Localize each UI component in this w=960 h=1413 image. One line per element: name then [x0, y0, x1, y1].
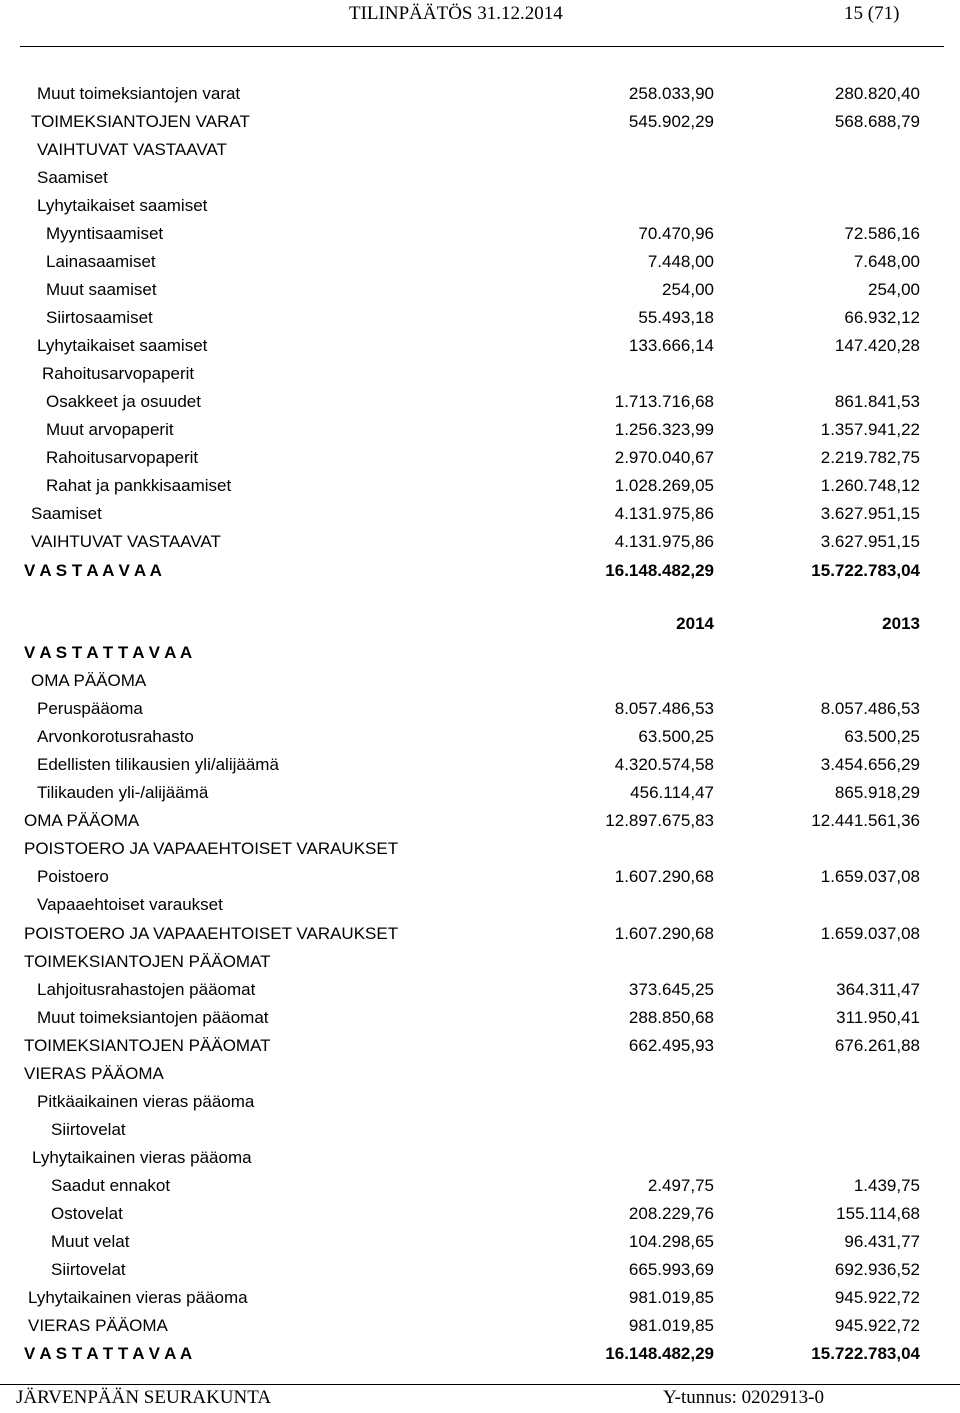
value-2013: 3.454.656,29	[820, 755, 920, 774]
row-label: Muut velat	[51, 1232, 130, 1251]
value-2014: 456.114,47	[630, 783, 714, 802]
table-row	[0, 80, 960, 108]
table-row	[0, 695, 960, 723]
value-2014: 12.897.675,83	[605, 811, 714, 830]
value-2014: 662.495,93	[628, 1036, 714, 1055]
value-2014: 63.500,25	[638, 727, 714, 746]
value-2014: 1.028.269,05	[614, 476, 714, 495]
table-row	[0, 863, 960, 891]
table-row	[0, 1088, 960, 1116]
organization-name: JÄRVENPÄÄN SEURAKUNTA	[16, 1387, 272, 1408]
table-row	[0, 444, 960, 472]
row-label: TOIMEKSIANTOJEN PÄÄOMAT	[24, 1036, 271, 1055]
row-label: Poistoero	[37, 867, 109, 886]
value-2014: 4.320.574,58	[614, 755, 714, 774]
row-label: OMA PÄÄOMA	[24, 811, 140, 830]
row-label: Vapaaehtoiset varaukset	[37, 895, 223, 914]
row-label: Saamiset	[31, 504, 102, 523]
value-2013: 3.627.951,15	[820, 532, 920, 551]
row-label: Lyhytaikainen vieras pääoma	[32, 1148, 252, 1167]
table-row-total	[0, 1340, 960, 1368]
table-row	[0, 751, 960, 779]
value-2013: 692.936,52	[834, 1260, 920, 1279]
table-row	[0, 1004, 960, 1032]
row-label: Lainasaamiset	[46, 252, 156, 271]
table-row-total	[0, 557, 960, 585]
row-label: V A S T A A V A A	[24, 561, 162, 580]
value-2013: 676.261,88	[834, 1036, 920, 1055]
header-divider	[20, 46, 944, 47]
table-row	[0, 108, 960, 136]
value-2013: 8.057.486,53	[820, 699, 920, 718]
table-row	[0, 948, 960, 976]
value-2013: 865.918,29	[834, 783, 920, 802]
row-label: Osakkeet ja osuudet	[46, 392, 201, 411]
row-label: Muut toimeksiantojen varat	[37, 84, 241, 103]
table-row	[0, 920, 960, 948]
value-2014: 545.902,29	[628, 112, 714, 131]
value-2014: 258.033,90	[628, 84, 714, 103]
value-2014: 55.493,18	[638, 308, 714, 327]
row-label: Ostovelat	[51, 1204, 123, 1223]
value-2014: 1.607.290,68	[614, 867, 714, 886]
value-2014: 70.470,96	[638, 224, 714, 243]
value-2013: 96.431,77	[844, 1232, 920, 1251]
row-label: Muut toimeksiantojen pääomat	[37, 1008, 269, 1027]
value-2013: 2.219.782,75	[820, 448, 920, 467]
value-2013: 15.722.783,04	[811, 561, 920, 580]
row-label: Siirtovelat	[51, 1260, 126, 1279]
value-2013: 63.500,25	[844, 727, 920, 746]
table-row	[0, 500, 960, 528]
value-2014: 981.019,85	[628, 1316, 714, 1335]
table-row	[0, 276, 960, 304]
table-row	[0, 472, 960, 500]
table-row	[0, 723, 960, 751]
value-2014: 665.993,69	[628, 1260, 714, 1279]
row-label: Muut saamiset	[46, 280, 157, 299]
row-label: TOIMEKSIANTOJEN VARAT	[31, 112, 250, 131]
table-row	[0, 1200, 960, 1228]
table-row	[0, 1312, 960, 1340]
table-row	[0, 248, 960, 276]
row-label: VIERAS PÄÄOMA	[24, 1064, 164, 1083]
page-number: 15 (71)	[844, 3, 900, 24]
value-2013: 364.311,47	[836, 980, 920, 999]
row-label: Siirtosaamiset	[46, 308, 153, 327]
row-label: Arvonkorotusrahasto	[37, 727, 194, 746]
table-row	[0, 360, 960, 388]
value-2014: 7.448,00	[647, 252, 714, 271]
row-label: Muut arvopaperit	[46, 420, 174, 439]
row-label: POISTOERO JA VAPAAEHTOISET VARAUKSET	[24, 839, 399, 858]
value-2013: 861.841,53	[834, 392, 920, 411]
row-label: Rahoitusarvopaperit	[46, 448, 199, 467]
value-2013: 945.922,72	[834, 1316, 920, 1335]
row-label: Edellisten tilikausien yli/alijäämä	[37, 755, 279, 774]
row-label: Lyhytaikainen vieras pääoma	[28, 1288, 248, 1307]
row-label: Rahat ja pankkisaamiset	[46, 476, 232, 495]
value-2014: 1.713.716,68	[614, 392, 714, 411]
value-2013: 15.722.783,04	[811, 1344, 920, 1363]
row-label: OMA PÄÄOMA	[31, 671, 147, 690]
row-label: Saamiset	[37, 168, 108, 187]
row-label: VIERAS PÄÄOMA	[28, 1316, 168, 1335]
table-row	[0, 976, 960, 1004]
value-2013: 66.932,12	[844, 308, 920, 327]
table-row	[0, 1284, 960, 1312]
row-label: Siirtovelat	[51, 1120, 126, 1139]
page-footer	[0, 1385, 960, 1413]
row-label: Myyntisaamiset	[46, 224, 164, 243]
row-label: POISTOERO JA VAPAAEHTOISET VARAUKSET	[24, 924, 399, 943]
value-2013: 7.648,00	[853, 252, 920, 271]
row-label: Peruspääoma	[37, 699, 143, 718]
value-2014: 2.497,75	[647, 1176, 714, 1195]
table-row	[0, 388, 960, 416]
table-row	[0, 528, 960, 556]
value-2014: 2.970.040,67	[614, 448, 714, 467]
table-row	[0, 807, 960, 835]
value-2013: 12.441.561,36	[811, 811, 920, 830]
table-row	[0, 332, 960, 360]
column-header-row	[0, 610, 960, 638]
row-label: Tilikauden yli-/alijäämä	[37, 783, 209, 802]
value-2013: 568.688,79	[834, 112, 920, 131]
row-label: Lyhytaikaiset saamiset	[37, 336, 208, 355]
table-row	[0, 136, 960, 164]
table-row	[0, 220, 960, 248]
value-2014: 1.607.290,68	[614, 924, 714, 943]
value-2014: 373.645,25	[628, 980, 714, 999]
value-2014: 4.131.975,86	[614, 504, 714, 523]
table-row	[0, 192, 960, 220]
value-2013: 311.950,41	[836, 1008, 920, 1027]
table-row	[0, 1116, 960, 1144]
table-row	[0, 416, 960, 444]
table-row	[0, 667, 960, 695]
value-2013: 1.260.748,12	[820, 476, 920, 495]
row-label: Saadut ennakot	[51, 1176, 171, 1195]
table-row	[0, 835, 960, 863]
value-2013: 3.627.951,15	[820, 504, 920, 523]
row-label: VAIHTUVAT VASTAAVAT	[31, 532, 221, 551]
value-2013: 1.659.037,08	[820, 867, 920, 886]
table-row	[0, 1032, 960, 1060]
row-label: Lyhytaikaiset saamiset	[37, 196, 208, 215]
value-2014: 254,00	[662, 280, 714, 299]
row-label: Rahoitusarvopaperit	[42, 364, 195, 383]
table-row	[0, 304, 960, 332]
row-label: VAIHTUVAT VASTAAVAT	[37, 140, 227, 159]
value-2014: 4.131.975,86	[614, 532, 714, 551]
value-2013: 254,00	[868, 280, 920, 299]
table-row	[0, 1172, 960, 1200]
value-2013: 280.820,40	[834, 84, 920, 103]
value-2014: 16.148.482,29	[605, 561, 714, 580]
value-2014: 133.666,14	[628, 336, 714, 355]
value-2014: 208.229,76	[628, 1204, 714, 1223]
value-2013: 72.586,16	[844, 224, 920, 243]
table-row	[0, 891, 960, 919]
row-label: Pitkäaikainen vieras pääoma	[37, 1092, 255, 1111]
value-2013: 945.922,72	[834, 1288, 920, 1307]
table-row	[0, 1256, 960, 1284]
value-2013: 1.357.941,22	[820, 420, 920, 439]
business-id: Y-tunnus: 0202913-0	[663, 1387, 824, 1408]
table-row	[0, 1228, 960, 1256]
table-row	[0, 779, 960, 807]
value-2013: 1.439,75	[853, 1176, 920, 1195]
value-2014: 288.850,68	[628, 1008, 714, 1027]
table-row	[0, 1144, 960, 1172]
value-2014: 8.057.486,53	[614, 699, 714, 718]
page-header	[0, 0, 960, 40]
row-label: Lahjoitusrahastojen pääomat	[37, 980, 256, 999]
row-label: V A S T A T T A V A A	[24, 1344, 193, 1363]
year-2013-header: 2013	[882, 614, 920, 633]
table-row	[0, 164, 960, 192]
table-row	[0, 1060, 960, 1088]
year-2014-header: 2014	[676, 614, 714, 633]
value-2014: 16.148.482,29	[605, 1344, 714, 1363]
value-2014: 981.019,85	[628, 1288, 714, 1307]
value-2013: 147.420,28	[834, 336, 920, 355]
section-heading	[0, 639, 960, 667]
value-2013: 155.114,68	[836, 1204, 920, 1223]
value-2014: 1.256.323,99	[614, 420, 714, 439]
row-label: TOIMEKSIANTOJEN PÄÄOMAT	[24, 952, 271, 971]
value-2014: 104.298,65	[628, 1232, 714, 1251]
document-title: TILINPÄÄTÖS 31.12.2014	[349, 3, 563, 24]
value-2013: 1.659.037,08	[820, 924, 920, 943]
row-label: V A S T A T T A V A A	[24, 643, 193, 662]
